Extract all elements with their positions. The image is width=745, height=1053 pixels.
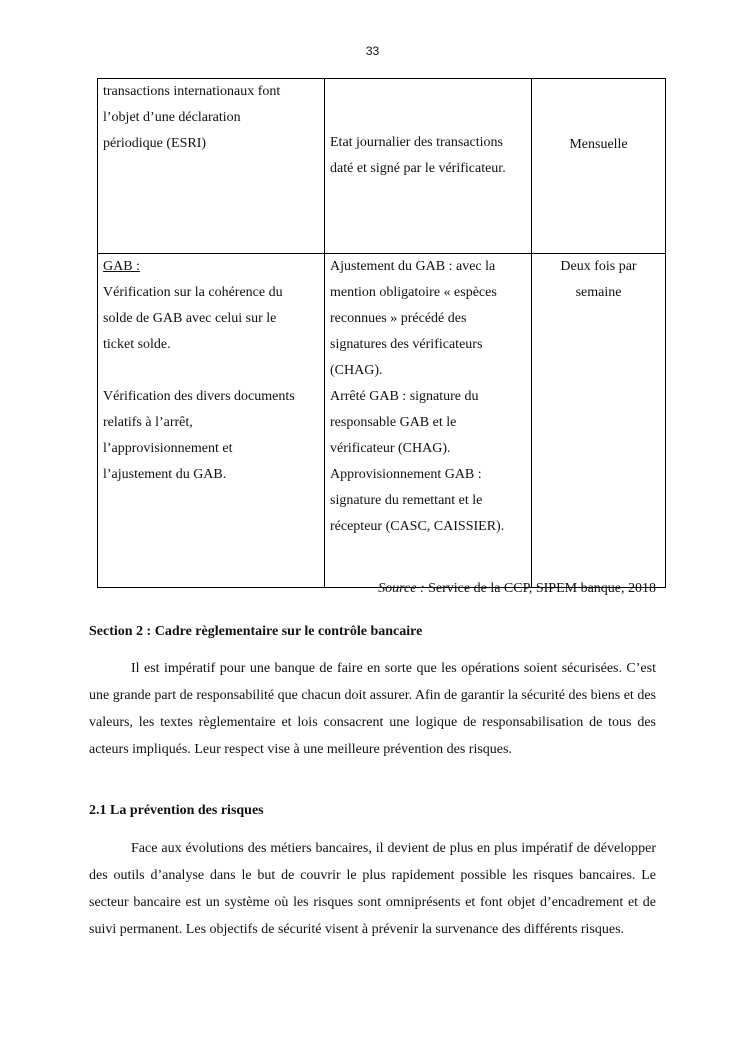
cell-line: reconnues » précédé des	[330, 311, 467, 326]
table-row	[98, 79, 666, 254]
table-row	[98, 254, 666, 588]
cell-line: transactions internationaux font	[103, 84, 281, 99]
cell-line: signatures des vérificateurs	[330, 337, 483, 352]
table-cell-document	[325, 79, 532, 254]
table-cell-control	[98, 254, 325, 588]
cell-title: GAB :	[103, 259, 140, 274]
table-source	[378, 581, 656, 597]
page-number: 33	[365, 44, 380, 58]
source-label: Source :	[378, 581, 425, 596]
cell-line: responsable GAB et le	[330, 415, 457, 430]
cell-line: Approvisionnement GAB :	[330, 467, 482, 482]
cell-line: Vérification des divers documents	[103, 389, 295, 404]
cell-line: l’ajustement du GAB.	[103, 467, 227, 482]
source-text: Service de la CCP, SIPEM banque, 2018	[428, 581, 656, 596]
cell-line: semaine	[575, 285, 622, 300]
cell-line: Etat journalier des transactions	[330, 135, 503, 150]
table-cell-control	[98, 79, 325, 254]
cell-line: Mensuelle	[569, 137, 628, 152]
cell-spacer	[103, 358, 319, 384]
cell-line: récepteur (CASC, CAISSIER).	[330, 519, 505, 534]
cell-line: Ajustement du GAB : avec la	[330, 259, 496, 274]
cell-line: ticket solde.	[103, 337, 171, 352]
cell-line: l’objet d’une déclaration	[103, 110, 241, 125]
table-cell-frequency	[532, 79, 666, 254]
subsection-paragraph: Face aux évolutions des métiers bancaires, il devient de plus en plus impératif de développer des outils d’analyse dans le but de couvrir le plus rapidement possible les risques bancaires. Le secteur bancaire est un système où les risques sont omniprésents et font objet d’encadrement et de suivi permanent. Les objectifs de sécurité visent à prévenir la survenance des différents risques.	[89, 841, 656, 937]
cell-line: l’approvisionnement et	[103, 441, 233, 456]
table-cell-frequency	[532, 254, 666, 588]
cell-line: Deux fois par	[560, 259, 637, 274]
table-cell-document	[325, 254, 532, 588]
cell-line: daté et signé par le vérificateur.	[330, 161, 506, 176]
section-heading: Section 2 : Cadre règlementaire sur le contrôle bancaire	[89, 624, 423, 639]
cell-line: vérificateur (CHAG).	[330, 441, 451, 456]
cell-line: (CHAG).	[330, 363, 383, 378]
control-table	[97, 78, 666, 588]
cell-line: Vérification sur la cohérence du	[103, 285, 283, 300]
cell-line: solde de GAB avec celui sur le	[103, 311, 277, 326]
cell-line: périodique (ESRI)	[103, 136, 207, 151]
subsection-heading: 2.1 La prévention des risques	[89, 803, 264, 818]
cell-line: relatifs à l’arrêt,	[103, 415, 193, 430]
cell-line: signature du remettant et le	[330, 493, 483, 508]
cell-line: Arrêté GAB : signature du	[330, 389, 479, 404]
cell-line: mention obligatoire « espèces	[330, 285, 497, 300]
section-paragraph: Il est impératif pour une banque de faire en sorte que les opérations soient sécurisées. C’est une grande part de responsabilité que chacun doit assurer. Afin de garantir la sécurité des biens et des valeurs, les textes règlementaire et lois consacrent une logique de responsabilisation de tous des acteurs impliqués. Leur respect vise à une meilleure prévention des risques.	[89, 661, 656, 757]
